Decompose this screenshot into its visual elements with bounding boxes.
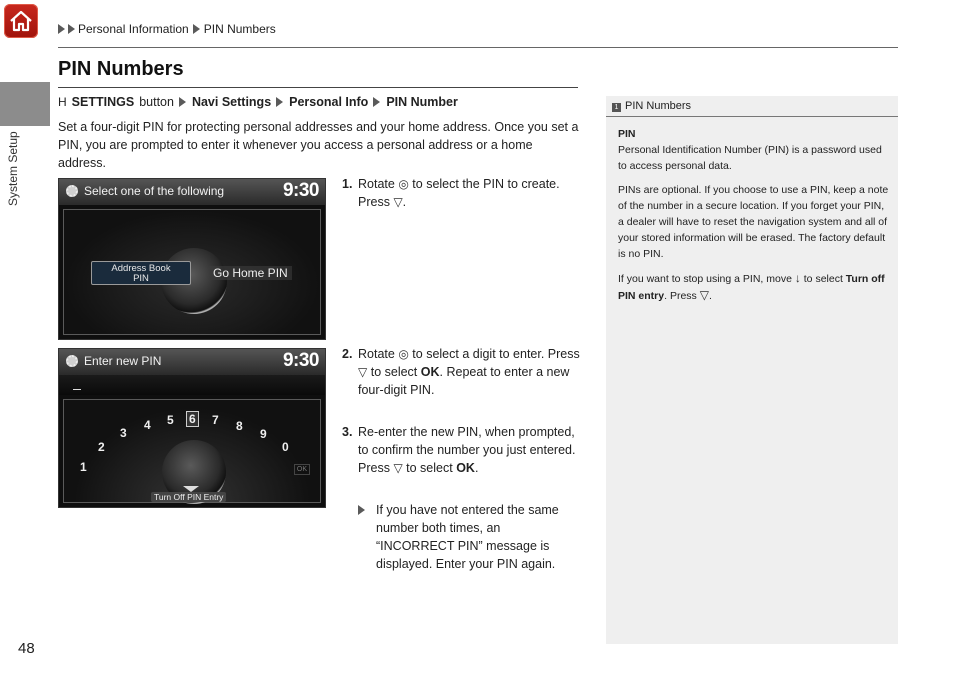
home-icon[interactable]	[4, 4, 38, 38]
note-command: Turn off PIN entry	[618, 273, 885, 302]
title-rule	[58, 87, 578, 88]
interface-dial-icon: ◎	[398, 177, 409, 191]
screen-header	[59, 179, 325, 205]
breadcrumb-arrow-icon	[68, 24, 75, 34]
breadcrumb-arrow-icon	[58, 24, 65, 34]
press-dial-icon: ▽	[358, 365, 368, 379]
screen-title: Select one of the following	[84, 184, 225, 198]
nav-button-word: button	[139, 95, 174, 109]
step-text: Re-enter the new PIN, when prompted, to confirm the number you just entered. Press	[358, 425, 576, 475]
digit-key[interactable]: 0	[282, 440, 289, 454]
note-text: If you want to stop using a PIN, move	[618, 273, 792, 285]
gear-icon	[66, 355, 78, 367]
digit-key[interactable]: 9	[260, 427, 267, 441]
digit-key[interactable]: 5	[167, 413, 174, 427]
step-text: Rotate	[358, 177, 395, 191]
step-3	[342, 423, 582, 477]
breadcrumb	[58, 22, 276, 36]
step-text: Rotate	[358, 347, 395, 361]
move-down-icon: ↓	[794, 271, 801, 285]
pin-cursor	[73, 389, 81, 390]
page-number: 48	[18, 640, 35, 657]
note-text: .	[708, 290, 712, 302]
note-body	[618, 126, 890, 312]
step-number: 3.	[342, 425, 353, 439]
interface-dial-icon: ◎	[398, 347, 409, 361]
step-2	[342, 345, 582, 399]
path-arrow-icon	[179, 97, 186, 107]
nav-personal-info: Personal Info	[289, 95, 369, 109]
option-label-line1: Address Book	[111, 263, 171, 274]
digit-key[interactable]: 3	[120, 426, 127, 440]
note-header	[606, 96, 898, 117]
step-ok-label: OK	[420, 365, 440, 379]
step-text: . Repeat to enter a new four-digit PIN.	[358, 365, 570, 397]
note-arrow-icon	[358, 505, 365, 515]
navigation-path	[58, 95, 458, 109]
path-arrow-icon	[276, 97, 283, 107]
screen-header	[59, 349, 325, 375]
section-tab-strip	[0, 82, 50, 126]
note-definition: Personal Identification Number (PIN) is a password used to access personal data.	[618, 144, 882, 172]
step-text: to select	[370, 365, 418, 379]
note-title: PIN Numbers	[625, 100, 692, 112]
step-text: to select a digit to enter. Press	[412, 347, 580, 361]
ok-button[interactable]: OK	[294, 464, 310, 475]
section-label: System Setup	[6, 131, 20, 206]
step-text: .	[402, 195, 407, 209]
step-number: 2.	[342, 347, 353, 361]
step-text: to select	[406, 461, 453, 475]
clock: 9:30	[282, 350, 319, 371]
note-term: PIN	[618, 128, 636, 140]
step-text: .	[474, 461, 479, 475]
digit-key[interactable]: 1	[80, 460, 87, 474]
breadcrumb-arrow-icon	[193, 24, 200, 34]
screen-enter-pin	[58, 348, 326, 508]
reference-icon: 1	[612, 103, 621, 112]
nav-settings: SETTINGS	[71, 95, 135, 109]
step-1	[342, 175, 582, 211]
nav-pin-number: PIN Number	[386, 95, 458, 109]
press-dial-icon: ▽	[393, 461, 403, 475]
press-dial-icon: ▽	[393, 195, 403, 209]
digit-key[interactable]: 7	[212, 413, 219, 427]
pin-entry-field[interactable]	[59, 375, 325, 395]
digit-key[interactable]: 2	[98, 440, 105, 454]
path-arrow-icon	[373, 97, 380, 107]
screen-body	[63, 209, 321, 335]
digit-key[interactable]: 8	[236, 419, 243, 433]
digit-key[interactable]: 4	[144, 418, 151, 432]
header-rule	[58, 47, 898, 48]
note-text: to select	[803, 273, 843, 285]
page-title: PIN Numbers	[58, 58, 184, 80]
note-paragraph: PINs are optional. If you choose to use a PIN, keep a note of the number in a secure location. If you forget your PIN, a dealer will have to reset the navigation system and all of your stored information will be erased. The factory default is no PIN.	[618, 184, 889, 260]
screen-title: Enter new PIN	[84, 354, 162, 368]
breadcrumb-item[interactable]: PIN Numbers	[203, 22, 276, 36]
step-note-text: If you have not entered the same number both times, an “INCORRECT PIN” message is displayed. Enter your PIN again.	[376, 503, 559, 571]
turn-off-pin-entry-button[interactable]: Turn Off PIN Entry	[151, 492, 226, 502]
section-label-wrap	[6, 126, 24, 206]
option-go-home-pin[interactable]: Go Home PIN	[209, 266, 292, 280]
breadcrumb-item[interactable]: Personal Information	[78, 22, 189, 36]
intro-paragraph: Set a four-digit PIN for protecting personal addresses and your home address. Once you set a PIN, you are prompted to enter it whenever you access a personal address or a home address.	[58, 120, 579, 170]
screen-select-pin	[58, 178, 326, 340]
note-text: . Press	[664, 290, 697, 302]
nav-navi-settings: Navi Settings	[191, 95, 272, 109]
press-dial-icon: ▽	[699, 288, 709, 302]
h-button-icon: H	[58, 95, 67, 109]
option-address-book-pin[interactable]	[91, 261, 191, 285]
clock: 9:30	[282, 180, 319, 201]
digit-key-selected[interactable]: 6	[186, 411, 199, 427]
gear-icon	[66, 185, 78, 197]
option-label-line2: PIN	[133, 273, 149, 284]
step-number: 1.	[342, 177, 353, 191]
step-3-note	[358, 501, 582, 573]
step-text: to select the PIN to create. Press	[358, 177, 560, 209]
step-ok-label: OK	[456, 461, 475, 475]
side-note-panel	[606, 96, 898, 644]
